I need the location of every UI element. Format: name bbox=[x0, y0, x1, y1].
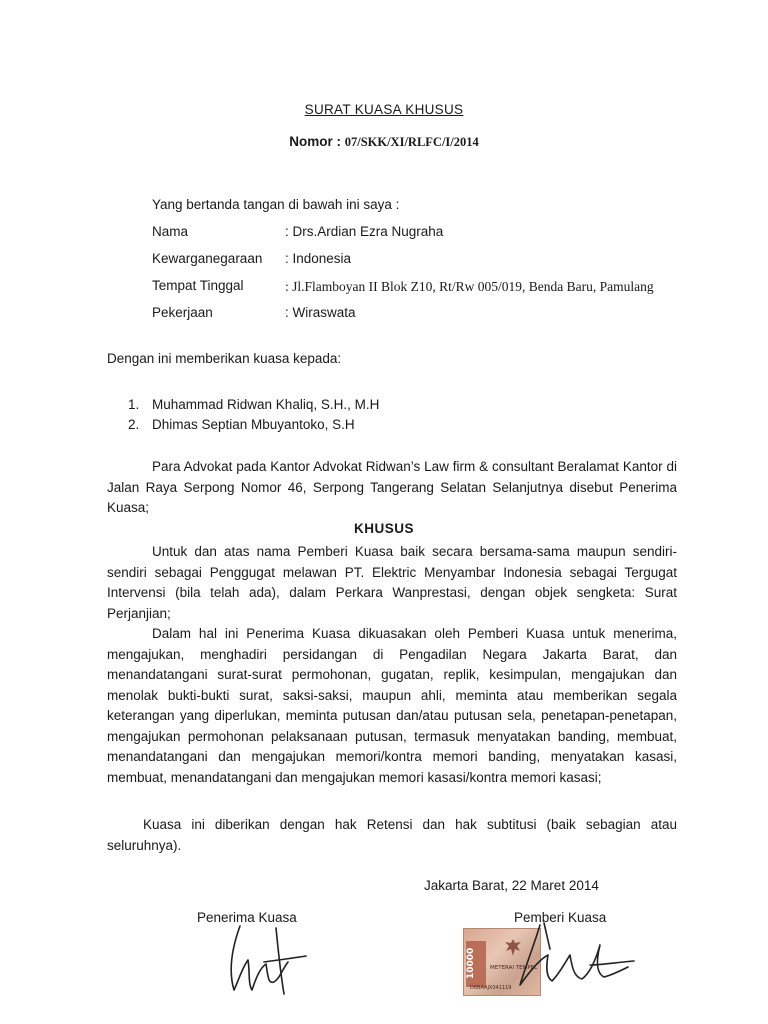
stamp-serial: D6BAAJX041119 bbox=[470, 985, 512, 991]
stamp-value: 10000 bbox=[466, 947, 476, 979]
document-title: SURAT KUASA KHUSUS bbox=[304, 102, 464, 117]
grantees-intro: Dengan ini memberikan kuasa kepada: bbox=[107, 351, 342, 366]
place-date: Jakarta Barat, 22 Maret 2014 bbox=[424, 878, 599, 893]
field-label-kewarganegaraan: Kewarganegaraan bbox=[152, 251, 263, 266]
giver-signature bbox=[500, 915, 640, 997]
section-heading-khusus: KHUSUS bbox=[353, 521, 414, 536]
list-item-name: Muhammad Ridwan Khaliq, S.H., M.H bbox=[152, 397, 380, 412]
paragraph-powers: Dalam hal ini Penerima Kuasa dikuasakan oleh Pemberi Kuasa untuk menerima, mengajukan, menghadiri persidangan di Pengadilan Negara Jakarta Barat, dan menandatangani surat-surat permohonan, gugatan, replik, kesimpulan, mengajukan dan menolak bukti-bukti surat, saksi-saksi, maupun ahli, meminta atau memberikan segala keterangan yang diperlukan, meminta putusan dan/atau putusan sela, penetapan-penetapan, mengajukan permohonan pelaksanaan putusan, termasuk menyatakan banding, membuat, menandatangani dan mengajukan memori/kontra memori banding, menyatakan kasasi, membuat, menandatangani dan mengajukan memori kasasi/kontra memori kasasi; bbox=[107, 626, 677, 785]
stamp-text: METERAI TEMPEL bbox=[490, 965, 538, 971]
paragraph-advocates: Para Advokat pada Kantor Advokat Ridwan’s Law firm & consultant Beralamat Kantor di Jalan Raya Serpong Nomor 46, Serpong Tangerang Selatan Selanjutnya disebut Penerima Kuasa; bbox=[107, 459, 677, 515]
field-value-tempat-tinggal: : Jl.Flamboyan II Blok Z10, Rt/Rw 005/019, Benda Baru, Pamulang bbox=[285, 279, 654, 294]
list-item-name: Dhimas Septian Mbuyantoko, S.H bbox=[152, 417, 355, 432]
receiver-label: Penerima Kuasa bbox=[197, 910, 297, 925]
field-label-tempat-tinggal: Tempat Tinggal bbox=[152, 278, 244, 293]
field-value-kewarganegaraan: : Indonesia bbox=[285, 251, 352, 266]
list-item-number: 1. bbox=[128, 397, 140, 412]
field-value-pekerjaan: : Wiraswata bbox=[285, 305, 356, 320]
list-item-number: 2. bbox=[128, 417, 140, 432]
grantor-intro: Yang bertanda tangan di bawah ini saya : bbox=[152, 197, 400, 212]
field-value-nama: : Drs.Ardian Ezra Nugraha bbox=[285, 224, 444, 239]
field-label-nama: Nama bbox=[152, 224, 189, 239]
receiver-signature bbox=[218, 918, 308, 1000]
field-label-pekerjaan: Pekerjaan bbox=[152, 305, 213, 320]
paragraph-retention: Kuasa ini diberikan dengan hak Retensi dan hak subtitusi (baik sebagian atau seluruhnya). bbox=[107, 817, 677, 853]
document-number-value: 07/SKK/XI/RLFC/I/2014 bbox=[344, 135, 479, 149]
document-number bbox=[0, 134, 768, 150]
paragraph-on-behalf: Untuk dan atas nama Pemberi Kuasa baik secara bersama-sama maupun sendiri-sendiri sebagai Penggugat melawan PT. Elektric Menyambar Indonesia sebagai Tergugat Intervensi (bila telah ada), dalam Perkara Wanprestasi, dengan objek sengketa: Surat Perjanjian; bbox=[107, 544, 677, 621]
document-number-label: Nomor : bbox=[289, 134, 345, 149]
giver-label: Pemberi Kuasa bbox=[514, 910, 607, 925]
